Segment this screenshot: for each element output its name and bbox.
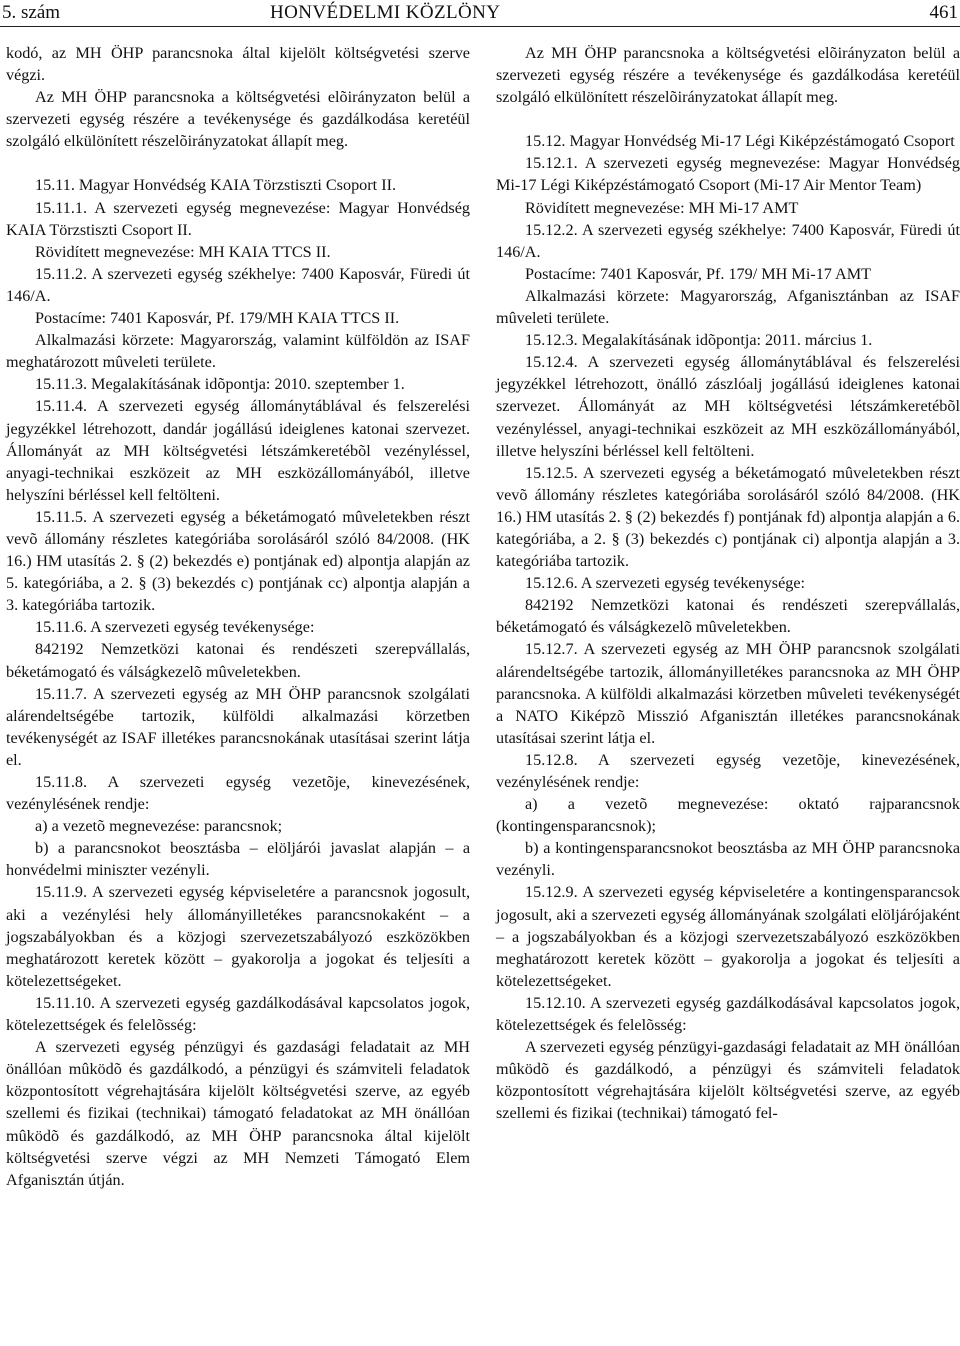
paragraph: 15.12.8. A szervezeti egység vezetõje, kinevezésének, vezénylésének rendje: <box>496 750 960 791</box>
paragraph: Alkalmazási körzete: Magyarország, Afganisztánban az ISAF mûveleti területe. <box>496 286 960 328</box>
left-column <box>6 42 470 1191</box>
paragraph: Postacíme: 7401 Kaposvár, Pf. 179/ MH Mi-17 AMT <box>525 264 872 283</box>
paragraph: 15.11. Magyar Honvédség KAIA Törzstiszti Csoport II. <box>35 176 397 195</box>
paragraph: 15.11.10. A szervezeti egység gazdálkodásával kapcsolatos jogok, kötelezettségek és felelõsség: <box>6 993 470 1035</box>
paragraph: a) a vezetõ megnevezése: parancsnok; <box>35 817 283 836</box>
paragraph: b) a kontingensparancsnokot beosztásba az MH ÖHP parancsnoka vezényli. <box>496 839 960 880</box>
paragraph: 15.11.2. A szervezeti egység székhelye: 7400 Kaposvár, Füredi út 146/A. <box>6 264 470 305</box>
issue-number: 5. szám <box>2 2 61 23</box>
paragraph: 15.12.4. A szervezeti egység állománytáblával és felszerelési jegyzékkel létrehozott, önálló zászlóalj jogállású ideiglenes katonai szervezet. Állományát az MH költségvetési létszámkeretébõl vezényléssel, anyagi-technikai eszközeit az MH eszközállományából, illetve helyszíni bérléssel kell feltölteni. <box>496 353 960 460</box>
page-number: 461 <box>929 2 958 23</box>
page-header <box>0 0 960 27</box>
paragraph: 15.12.2. A szervezeti egység székhelye: 7400 Kaposvár, Füredi út 146/A. <box>496 220 960 261</box>
paragraph: 15.12. Magyar Honvédség Mi-17 Légi Kiképzéstámogató Csoport <box>525 132 955 151</box>
paragraph: 15.12.5. A szervezeti egység a béketámogató mûveletekben részt vevõ állomány részletes kategóriába sorolásáról szóló 84/2008. (HK 16.) HM utasítás 2. § (2) bekezdés f) pontjának fd) alpontja alapján a 6. kategóriába, a 2. § (3) bekezdés c) pontjának ci) alpontja alapján a 3. kategóriába tartozik. <box>496 463 960 571</box>
paragraph: b) a parancsnokot beosztásba – elöljárói javaslat alapján – a honvédelmi miniszter vezényli. <box>6 839 470 880</box>
right-column <box>496 42 960 1125</box>
paragraph: Rövidített megnevezése: MH Mi-17 AMT <box>525 198 799 217</box>
paragraph: 15.11.5. A szervezeti egység a béketámogató mûveletekben részt vevõ állomány részletes kategóriába sorolásáról szóló 84/2008. (HK 16.) HM utasítás 2. § (2) bekezdés e) pontjának ed) alpontja alapján az 5. kategóriába, a 2. § (3) bekezdés c) pontjának cc) alpontja alapján a 3. kategóriába tartozik. <box>6 507 470 615</box>
paragraph: 15.12.7. A szervezeti egység az MH ÖHP parancsnok szolgálati alárendeltségébe tartozik, állományilletékes parancsnoka az MH ÖHP parancsnoka. A külföldi alkalmazási körzetben mûveleti tevékenységét a NATO Kiképzõ Misszió Afganisztán illetékes parancsnokának utasításai szerint látja el. <box>496 640 960 747</box>
paragraph: 15.12.1. A szervezeti egység megnevezése: Magyar Honvédség Mi-17 Légi Kiképzéstámogató Csoport (Mi-17 Air Mentor Team) <box>496 154 960 195</box>
paragraph: Az MH ÖHP parancsnoka a költségvetési elõirányzaton belül a szervezeti egység részére a tevékenysége és gazdálkodása keretéül szolgáló elkülönített részelõirányzatokat állapít meg. <box>6 88 470 151</box>
paragraph: 15.11.3. Megalakításának idõpontja: 2010. szeptember 1. <box>35 375 405 394</box>
paragraph: 15.11.4. A szervezeti egység állománytáblával és felszerelési jegyzékkel létrehozott, dandár jogállású ideiglenes katonai szervezet. Állományát az MH költségvetési létszámkeretébõl vezényléssel, anyagi-technikai eszközeit az MH eszközállományából, illetve helyszíni bérléssel kell feltölteni. <box>6 397 470 504</box>
paragraph: 15.11.8. A szervezeti egység vezetõje, kinevezésének, vezénylésének rendje: <box>6 773 470 814</box>
paragraph: Rövidített megnevezése: MH KAIA TTCS II. <box>35 242 331 261</box>
paragraph: 15.12.9. A szervezeti egység képviseletére a kontingensparancsok jogosult, aki a szervezeti egység állományának szolgálati elöljárójaként – a jogszabályokban és a közjogi szervezetszabályozó eszközökben meghatározott keretek között – gyakorolja a jogokat és teljesíti a kötelezettségeket. <box>496 883 960 990</box>
paragraph: 842192 Nemzetközi katonai és rendészeti szerepvállalás, béketámogató és válságkezelõ mûveletekben. <box>496 596 960 637</box>
paragraph: Alkalmazási körzete: Magyarország, valamint külföldön az ISAF meghatározott mûveleti területe. <box>6 331 470 372</box>
paragraph: 15.12.6. A szervezeti egység tevékenysége: <box>525 574 806 593</box>
paragraph: 15.12.10. A szervezeti egység gazdálkodásával kapcsolatos jogok, kötelezettségek és felelõsség: <box>496 993 960 1035</box>
paragraph: 15.11.7. A szervezeti egység az MH ÖHP parancsnok szolgálati alárendeltségébe tartozik, külföldi alkalmazási körzetben tevékenységét az ISAF illetékes parancsnokának utasításai szerint látja el. <box>6 684 470 769</box>
paragraph: A szervezeti egység pénzügyi és gazdasági feladatait az MH önállóan mûködõ és gazdálkodó, a pénzügyi és számviteli feladatok központosított végrehajtására kijelölt költségvetési szerve, az egyéb szellemi és fizikai (technikai) támogató feladatokat az MH önállóan mûködõ és gazdálkodó, az MH ÖHP parancsnoka által kijelölt költségvetési szerve végzi az MH Nemzeti Támogató Elem Afganisztán útján. <box>6 1038 470 1189</box>
paragraph: 15.11.9. A szervezeti egység képviseletére a parancsnok jogosult, aki a vezénylési hely állományilletékes parancsnokaként – a jogszabályokban és a közjogi szervezetszabályozó eszközökben meghatározott keretek között – gyakorolja a jogokat és teljesíti a kötelezettségeket. <box>6 883 470 990</box>
paragraph: 15.12.3. Megalakításának idõpontja: 2011. március 1. <box>525 331 873 350</box>
paragraph: Az MH ÖHP parancsnoka a költségvetési elõirányzaton belül a szervezeti egység részére a tevékenysége és gazdálkodása keretéül szolgáló elkülönített részelõirányzatokat állapít meg. <box>496 44 960 107</box>
paragraph: 15.11.6. A szervezeti egység tevékenysége: <box>35 618 315 637</box>
journal-title: HONVÉDELMI KÖZLÖNY <box>270 2 501 23</box>
paragraph: 842192 Nemzetközi katonai és rendészeti szerepvállalás, béketámogató és válságkezelõ mûveletekben. <box>6 640 470 681</box>
paragraph: a) a vezetõ megnevezése: oktató rajparancsnok (kontingensparancsnok); <box>496 795 960 836</box>
paragraph: kodó, az MH ÖHP parancsnoka által kijelölt költségvetési szerve végzi. <box>6 44 470 85</box>
paragraph: Postacíme: 7401 Kaposvár, Pf. 179/MH KAIA TTCS II. <box>35 309 400 328</box>
paragraph: 15.11.1. A szervezeti egység megnevezése: Magyar Honvédség KAIA Törzstiszti Csoport II. <box>6 198 470 239</box>
paragraph: A szervezeti egység pénzügyi-gazdasági feladatait az MH önállóan mûködõ és gazdálkodó, a pénzügyi és számviteli feladatok központosított végrehajtására kijelölt költségvetési szerve, az egyéb szellemi és fizikai (technikai) támogató fel- <box>496 1038 960 1123</box>
